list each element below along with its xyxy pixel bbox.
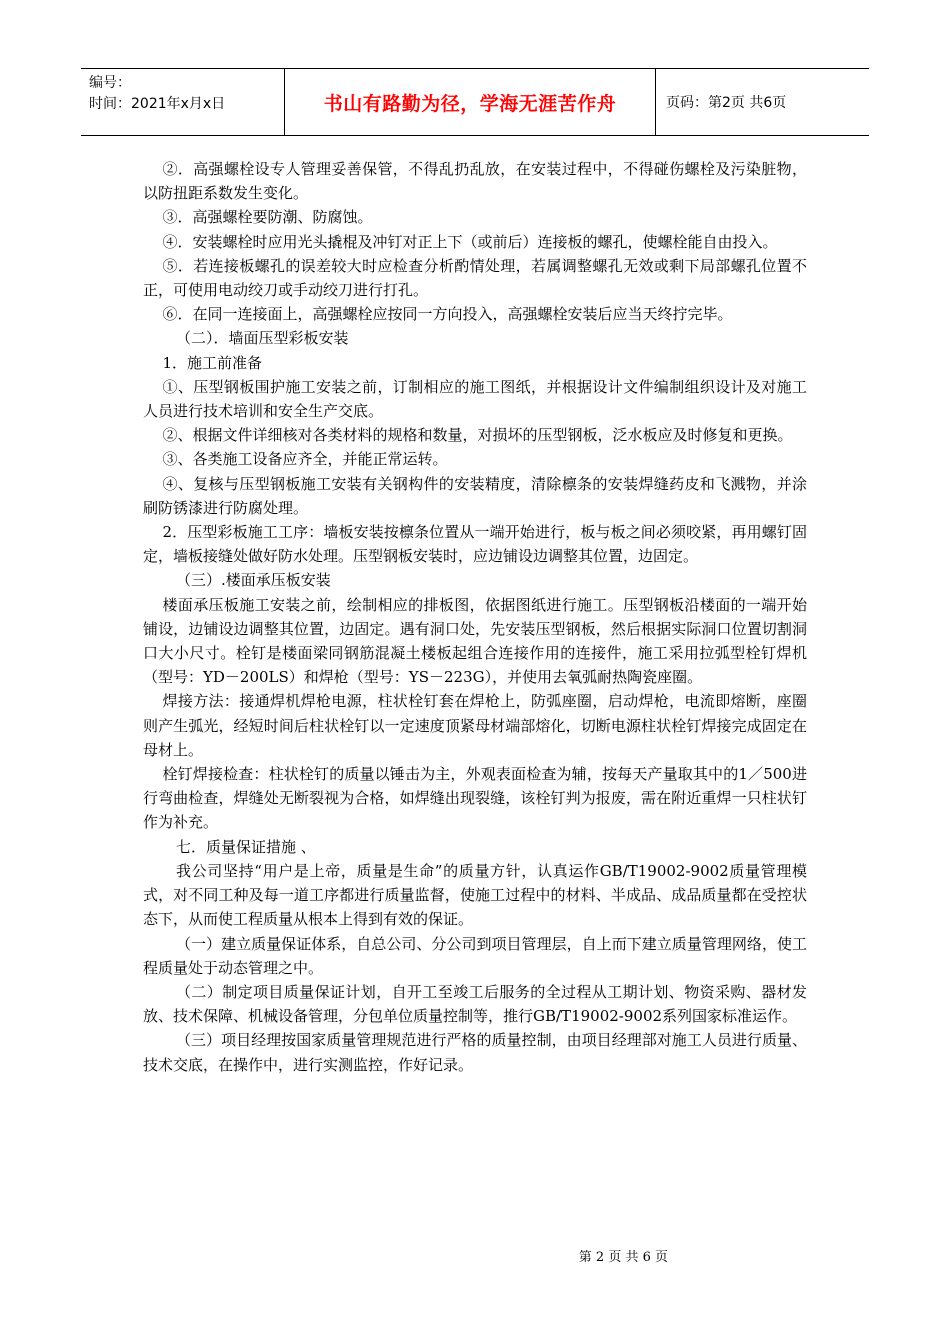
paragraph: ④．安装螺栓时应用光头撬棍及冲钉对正上下（或前后）连接板的螺孔，使螺栓能自由投入。 <box>162 232 778 251</box>
header-page-number: 页码：第2页 共6页 <box>666 95 787 111</box>
paragraph: ④、复核与压型钢板施工安装有关钢构件的安装精度，清除檩条的安装焊缝药皮和飞溅物，并涂刷防锈漆进行防腐处理。 <box>143 474 807 517</box>
paragraph: 焊接方法：接通焊机焊枪电源，柱状栓钉套在焊枪上，防弧座圈，启动焊枪，电流即熔断，座圈则产生弧光，经短时间后柱状栓钉以一定速度顶紧母材端部熔化，切断电源柱状栓钉焊接完成固定在母材上。 <box>143 692 807 759</box>
document-number: 编号： <box>89 75 131 91</box>
page-header <box>81 68 869 136</box>
paragraph: ②．高强螺栓设专人管理妥善保管，不得乱扔乱放，在安装过程中，不得碰伤螺栓及污染脏物，以防扭距系数发生变化。 <box>143 160 807 203</box>
page-footer <box>0 1246 950 1265</box>
paragraph: ③．高强螺栓要防潮、防腐蚀。 <box>162 208 373 227</box>
paragraph: 栓钉焊接检查：柱状栓钉的质量以锤击为主，外观表面检查为辅，按每天产量取其中的1／500进行弯曲检查，焊缝处无断裂视为合格，如焊缝出现裂缝，该栓钉判为报废，需在附近重焊一只柱状钉作为补充。 <box>143 765 807 832</box>
section-heading: （三）.楼面承压板安装 <box>176 571 331 590</box>
paragraph: ③、各类施工设备应齐全，并能正常运转。 <box>162 450 448 469</box>
paragraph: ②、根据文件详细核对各类材料的规格和数量，对损坏的压型钢板，泛水板应及时修复和更换。 <box>162 426 793 445</box>
paragraph: （三）项目经理按国家质量管理规范进行严格的质量控制，由项目经理部对施工人员进行质量、技术交底，在操作中，进行实测监控，作好记录。 <box>143 1031 807 1074</box>
paragraph: 2．压型彩板施工工序：墙板安装按檩条位置从一端开始进行，板与板之间必须咬紧，再用螺钉固定，墙板接缝处做好防水处理。压型钢板安装时，应边铺设边调整其位置，边固定。 <box>143 523 807 566</box>
paragraph: （一）建立质量保证体系，自总公司、分公司到项目管理层，自上而下建立质量管理网络，使工程质量处于动态管理之中。 <box>143 934 807 977</box>
document-body <box>143 157 807 1077</box>
paragraph: ①、压型钢板围护施工安装之前，订制相应的施工图纸，并根据设计文件编制组织设计及对施工人员进行技术培训和安全生产交底。 <box>143 377 807 421</box>
chapter-heading: 七．质量保证措施 、 <box>176 837 316 856</box>
paragraph: 楼面承压板施工安装之前，绘制相应的排板图，依据图纸进行施工。压型钢板沿楼面的一端开始铺设，边铺设边调整其位置，边固定。遇有洞口处，先安装压型钢板，然后根据实际洞口位置切割洞口大小尺寸。栓钉是楼面梁同钢筋混凝土楼板起组合连接作用的连接件，施工采用拉弧型栓钉焊机（型号：YD－200LS）和焊枪（型号：YS－223G），并使用去氧弧耐热陶瓷座圈。 <box>143 595 807 687</box>
paragraph: （二）制定项目质量保证计划，自开工至竣工后服务的全过程从工期计划、物资采购、器材发放、技术保障、机械设备管理，分包单位质量控制等，推行GB/T19002-9002系列国家标准运作。 <box>143 982 807 1026</box>
section-heading: （二）．墙面压型彩板安装 <box>176 329 349 348</box>
footer-page-number: 第 2 页 共 6 页 <box>578 1250 668 1265</box>
subsection-heading: 1．施工前准备 <box>162 353 263 372</box>
paragraph: ⑥．在同一连接面上，高强螺栓应按同一方向投入，高强螺栓安装后应当天终拧完毕。 <box>162 305 733 324</box>
paragraph: 我公司坚持“用户是上帝，质量是生命”的质量方针，认真运作GB/T19002-9002质量管理模式，对不同工种及每一道工序都进行质量监督，使施工过程中的材料、半成品、成品质量都在受控状态下，从而使工程质量从根本上得到有效的保证。 <box>143 861 807 929</box>
header-motto: 书山有路勤为径，学海无涯苦作舟 <box>284 69 656 135</box>
header-meta <box>81 69 284 135</box>
paragraph: ⑤．若连接板螺孔的误差较大时应检查分析酌情处理，若属调整螺孔无效或剩下局部螺孔位置不正，可使用电动绞刀或手动绞刀进行打孔。 <box>143 256 807 300</box>
document-time: 时间：2021年x月x日 <box>89 96 226 112</box>
